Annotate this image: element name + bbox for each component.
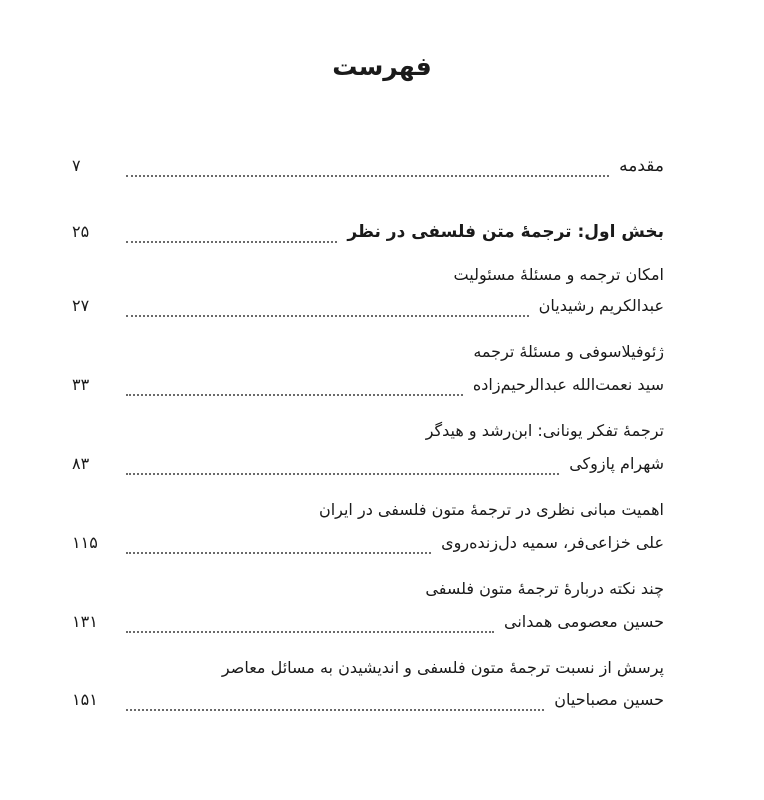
toc-page-number: ۱۳۱	[72, 612, 98, 631]
toc-author-name: سید نعمت‌الله عبدالرحیم‌زاده	[472, 375, 664, 394]
toc-article-title-text: پرسش از نسبت ترجمهٔ متون فلسفی و اندیشیدن به مسائل معاصر	[221, 658, 664, 677]
toc-article-title-text: چند نکته دربارهٔ ترجمهٔ متون فلسفی	[425, 579, 664, 598]
toc-article-title[interactable]	[72, 342, 664, 372]
dot-leader	[126, 394, 463, 396]
dot-leader	[126, 241, 337, 243]
toc-entry-part-one[interactable]	[72, 222, 664, 252]
dot-leader	[126, 552, 431, 554]
toc-article-author-line[interactable]	[72, 612, 664, 642]
toc-author-name: عبدالکریم رشیدیان	[538, 296, 664, 315]
toc-article-title-text: امکان ترجمه و مسئلهٔ مسئولیت	[453, 265, 664, 284]
toc-page-number: ۱۱۵	[72, 533, 98, 552]
dot-leader	[126, 709, 544, 711]
page-title: فهرست	[332, 52, 432, 81]
toc-article-title[interactable]	[72, 500, 664, 530]
toc-page-number: ۸۳	[72, 454, 90, 473]
toc-author-name: حسین مصباحیان	[554, 690, 664, 709]
toc-article-author-line[interactable]	[72, 375, 664, 405]
toc-article-author-line[interactable]	[72, 296, 664, 326]
toc-author-name: علی خزاعی‌فر، سمیه دل‌زنده‌روی	[441, 533, 664, 552]
toc-author-name: شهرام پازوکی	[569, 454, 664, 473]
toc-article-title-text: اهمیت مبانی نظری در ترجمهٔ متون فلسفی در ایران	[318, 500, 664, 519]
toc-page-number: ۱۵۱	[72, 690, 98, 709]
dot-leader	[126, 315, 529, 317]
toc-page-number: ۲۵	[72, 222, 90, 241]
toc-article-title[interactable]	[72, 658, 664, 688]
toc-page-number: ۳۳	[72, 375, 90, 394]
toc-article-title-text: ژئوفیلاسوفی و مسئلهٔ ترجمه	[473, 342, 664, 361]
toc-article-title[interactable]	[72, 265, 664, 295]
dot-leader	[126, 473, 559, 475]
toc-article-title-text: ترجمهٔ تفکر یونانی: ابن‌رشد و هیدگر	[425, 421, 664, 440]
toc-page-number: ۷	[72, 156, 81, 175]
toc-article-title[interactable]	[72, 421, 664, 451]
toc-article-author-line[interactable]	[72, 690, 664, 720]
dot-leader	[126, 631, 494, 633]
toc-article-author-line[interactable]	[72, 533, 664, 563]
toc-article-author-line[interactable]	[72, 454, 664, 484]
toc-page-number: ۲۷	[72, 296, 90, 315]
toc-entry-label: مقدمه	[619, 156, 664, 176]
toc-entry-label: بخش اول: ترجمهٔ متن فلسفی در نظر	[347, 222, 664, 242]
toc-author-name: حسین معصومی همدانی	[504, 612, 664, 631]
dot-leader	[126, 175, 609, 177]
toc-article-title[interactable]	[72, 579, 664, 609]
toc-entry-introduction[interactable]	[72, 156, 664, 186]
